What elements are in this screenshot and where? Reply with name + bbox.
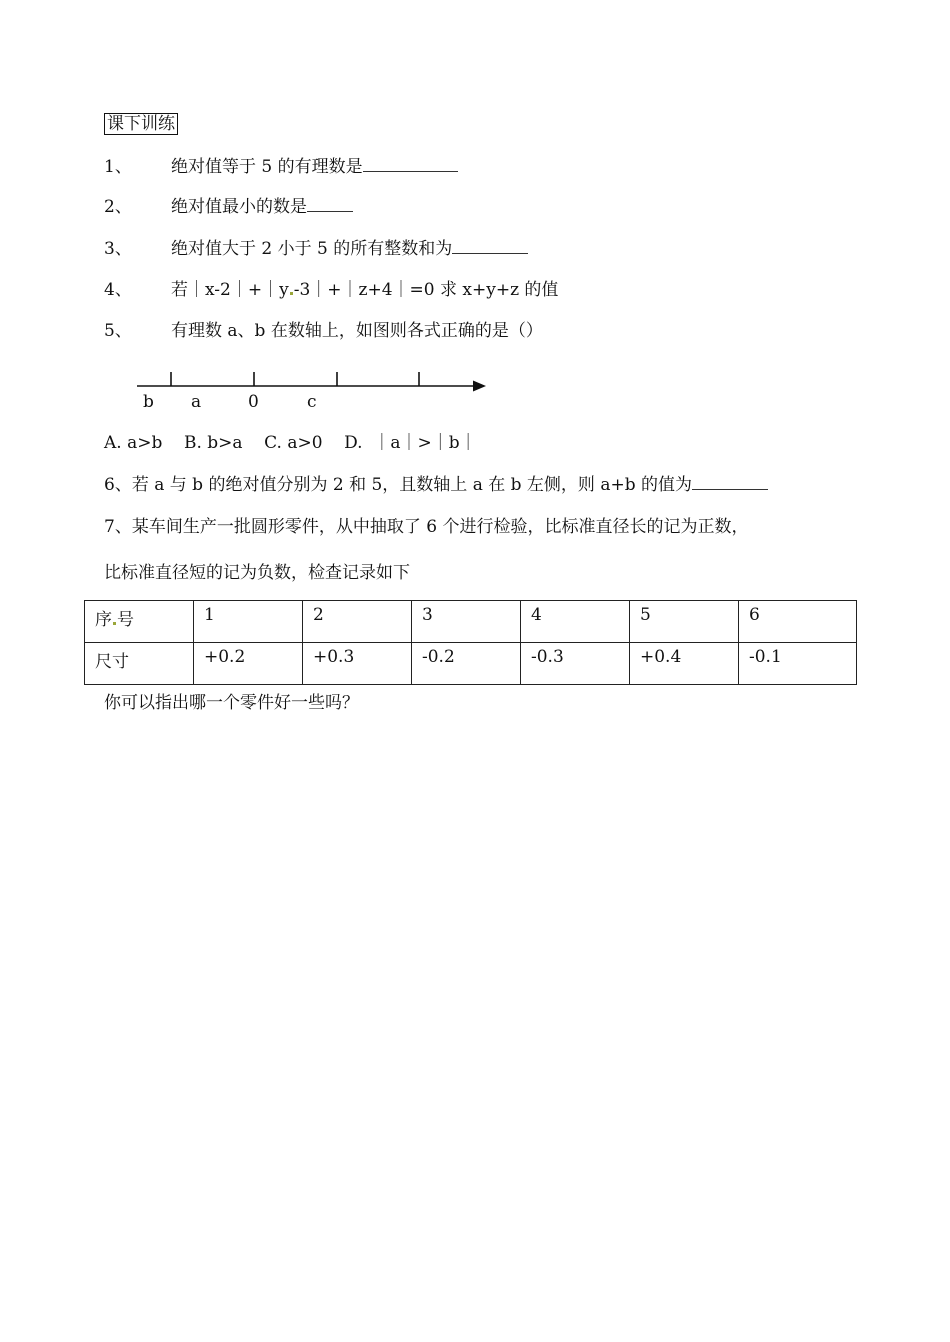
answer-options: A. a>b B. b>a C. a>0 D. ｜a｜>｜b｜ [104, 433, 477, 453]
answer-blank [363, 157, 458, 172]
table-cell: -0.3 [521, 643, 630, 685]
number-line-arrow-icon [473, 381, 486, 392]
number-line-label-b: b [143, 392, 154, 412]
table-cell: 6 [739, 601, 857, 643]
inspection-table [84, 600, 857, 685]
question-number: 3、 [104, 239, 132, 259]
header-label-part: 序 [95, 610, 112, 630]
number-line-label-c: c [307, 392, 317, 412]
question-number: 1、 [104, 157, 132, 177]
question-text-content: 绝对值大于 2 小于 5 的所有整数和为 [171, 239, 453, 259]
closing-question: 你可以指出哪一个零件好一些吗？ [104, 693, 359, 713]
question-text [171, 279, 558, 301]
question-6 [104, 474, 768, 496]
question-text-part-b: -3｜+｜z+4｜=0 求 x+y+z 的值 [293, 280, 559, 300]
question-7-line-1: 7、某车间生产一批圆形零件，从中抽取了 6 个进行检验，比标准直径长的记为正数， [104, 517, 749, 537]
table-cell: -0.1 [739, 643, 857, 685]
question-text [171, 196, 353, 218]
table-cell: +0.2 [194, 643, 303, 685]
number-line-label-zero: 0 [248, 392, 259, 412]
number-line-label-a: a [191, 392, 202, 412]
question-text-content: 绝对值等于 5 的有理数是 [171, 157, 363, 177]
table-cell: 2 [303, 601, 412, 643]
question-7-line-2: 比标准直径短的记为负数，检查记录如下 [104, 563, 410, 583]
question-text-part-a: 若｜x-2｜+｜y [171, 280, 289, 300]
question-6-text: 6、若 a 与 b 的绝对值分别为 2 和 5，且数轴上 a 在 b 左侧，则 a+b 的值为 [104, 475, 692, 495]
dot-mark [113, 622, 116, 625]
header-label-part: 号 [117, 610, 134, 630]
question-text-content: 绝对值最小的数是 [171, 197, 307, 217]
dot-mark [290, 292, 293, 295]
question-text [171, 156, 458, 178]
table-cell: +0.4 [630, 643, 739, 685]
section-title: 课下训练 [104, 113, 178, 135]
answer-blank [452, 239, 528, 254]
table-cell: 3 [412, 601, 521, 643]
table-header-cell: 尺寸 [85, 643, 194, 685]
table-cell: +0.3 [303, 643, 412, 685]
table-header-cell [85, 601, 194, 643]
answer-blank [307, 197, 353, 212]
table-cell: 4 [521, 601, 630, 643]
table-row-number [85, 601, 857, 643]
table-cell: -0.2 [412, 643, 521, 685]
question-text [171, 238, 528, 260]
answer-blank [692, 475, 768, 490]
table-cell: 5 [630, 601, 739, 643]
question-text: 有理数 a、b 在数轴上，如图则各式正确的是（） [171, 321, 543, 341]
table-cell: 1 [194, 601, 303, 643]
table-row-size [85, 643, 857, 685]
question-number: 4、 [104, 280, 132, 300]
question-number: 2、 [104, 197, 132, 217]
question-number: 5、 [104, 321, 132, 341]
